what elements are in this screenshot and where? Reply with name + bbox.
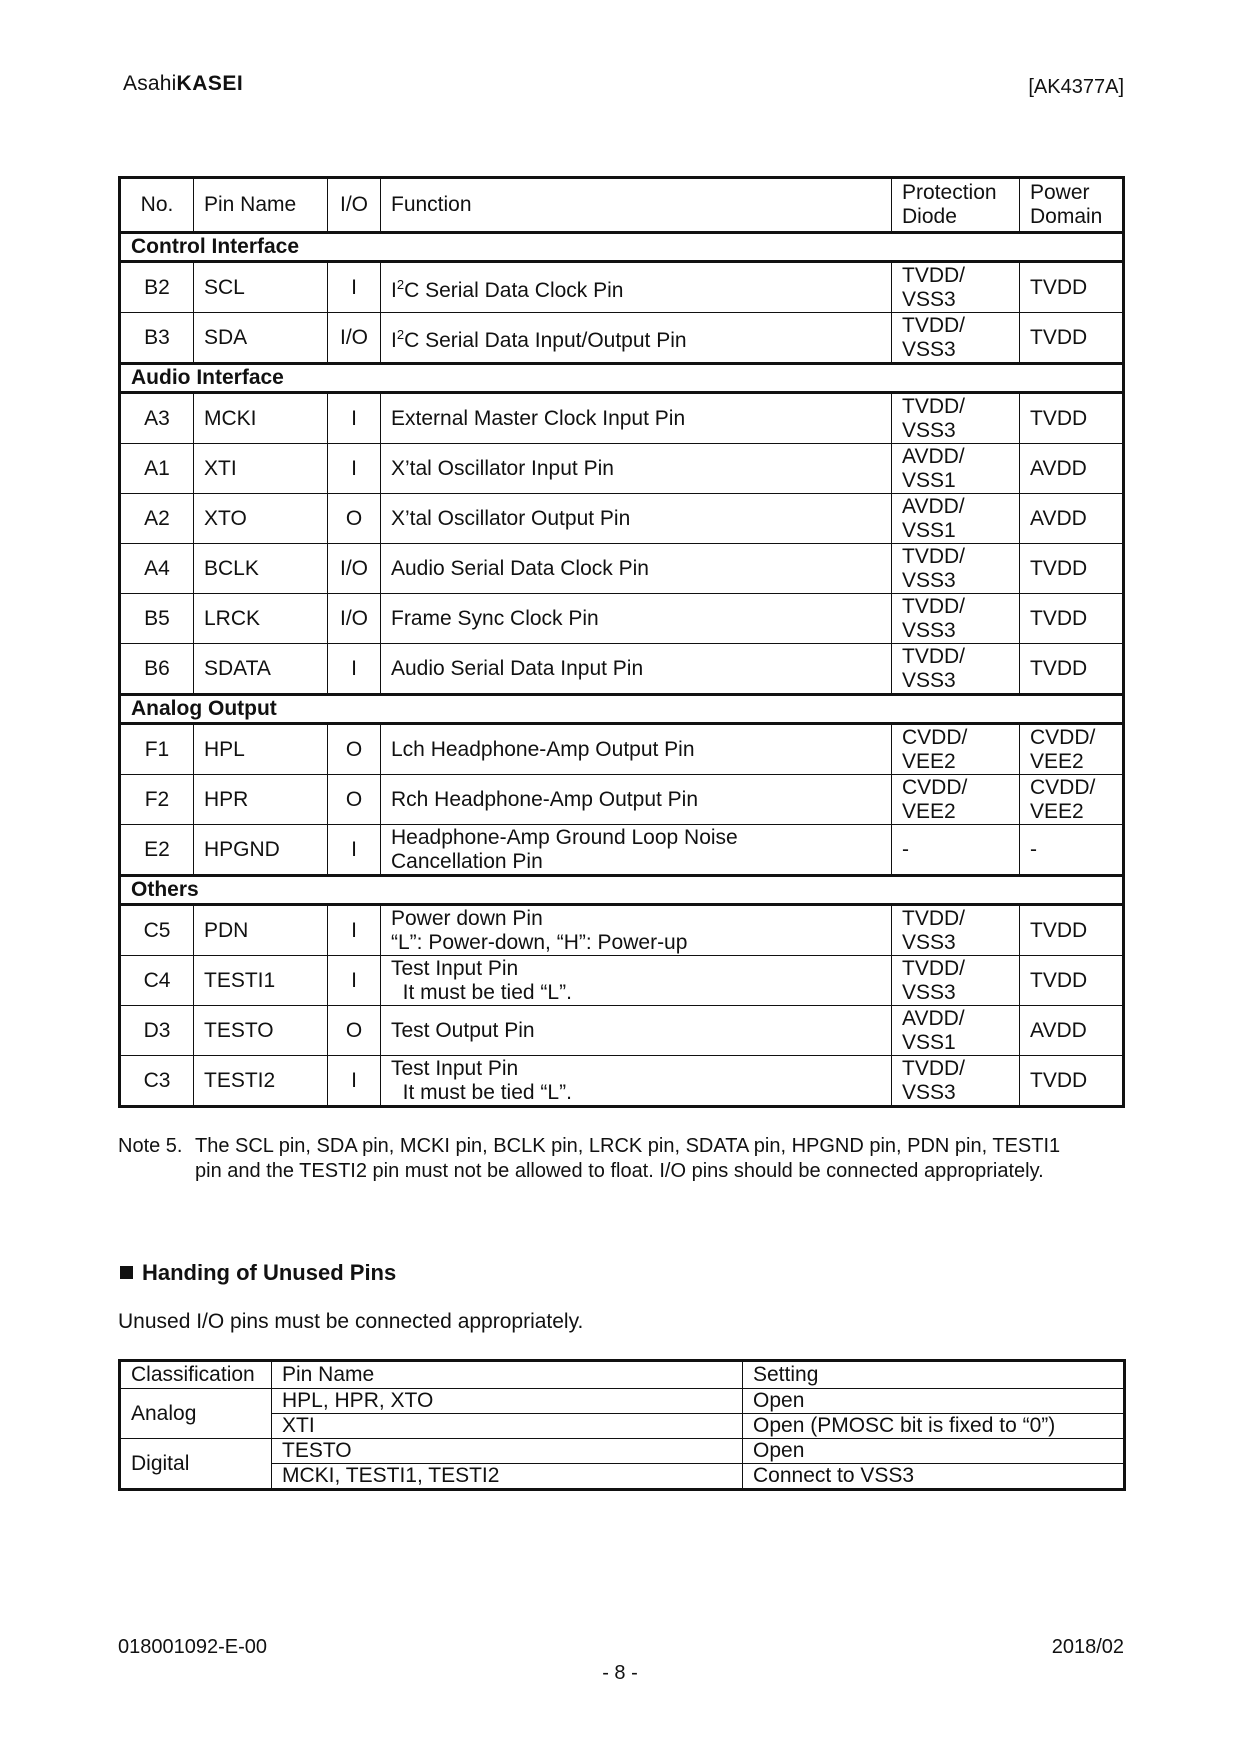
pin-name: HPL	[194, 724, 328, 775]
pin-io: I	[328, 262, 381, 313]
power-domain: AVDD	[1020, 1006, 1124, 1056]
pin-names-cell: HPL, HPR, XTO	[272, 1389, 743, 1414]
protection-diode: TVDD/ VSS3	[892, 262, 1020, 313]
pin-io: I	[328, 905, 381, 956]
pin-io: O	[328, 775, 381, 825]
function-text: Rch Headphone-Amp Output Pin	[391, 787, 699, 811]
pin-function	[381, 1056, 892, 1107]
note-5	[118, 1134, 1078, 1184]
protection-diode: AVDD/ VSS1	[892, 444, 1020, 494]
pin-name: SCL	[194, 262, 328, 313]
function-prefix: I	[391, 278, 397, 302]
table-row	[120, 262, 1124, 313]
pin-function	[381, 825, 892, 876]
pin-number: E2	[120, 825, 194, 876]
pin-number: F2	[120, 775, 194, 825]
unused-header-row	[120, 1361, 1125, 1389]
document-id: [AK4377A]	[1028, 76, 1124, 98]
protection-diode: AVDD/ VSS1	[892, 494, 1020, 544]
header-pin-name: Pin Name	[194, 178, 328, 233]
header-setting: Setting	[743, 1361, 1125, 1389]
pin-name: HPGND	[194, 825, 328, 876]
power-domain: TVDD	[1020, 644, 1124, 695]
setting-cell: Connect to VSS3	[743, 1464, 1125, 1490]
pin-number: A2	[120, 494, 194, 544]
pin-number: A4	[120, 544, 194, 594]
group-title: Audio Interface	[120, 364, 1124, 393]
pin-io: I	[328, 1056, 381, 1107]
protection-diode: TVDD/ VSS3	[892, 644, 1020, 695]
pin-function	[381, 775, 892, 825]
pin-name: TESTO	[194, 1006, 328, 1056]
power-domain: TVDD	[1020, 393, 1124, 444]
table-row	[120, 956, 1124, 1006]
group-row	[120, 695, 1124, 724]
pin-names-cell: TESTO	[272, 1439, 743, 1464]
note-text: The SCL pin, SDA pin, MCKI pin, BCLK pin, LRCK pin, SDATA pin, HPGND pin, PDN pin, TESTI1 pin and the TESTI2 pin must not be allowed to float. I/O pins should be connected appropriately.	[195, 1135, 1061, 1182]
bullet-square-icon	[120, 1266, 133, 1279]
pin-name: HPR	[194, 775, 328, 825]
pin-name: MCKI	[194, 393, 328, 444]
pin-name: SDATA	[194, 644, 328, 695]
function-text: Headphone-Amp Ground Loop Noise Cancellation Pin	[391, 825, 738, 873]
pin-name: TESTI2	[194, 1056, 328, 1107]
function-text: Audio Serial Data Input Pin	[391, 656, 644, 680]
classification-analog: Analog	[120, 1389, 272, 1439]
header-io: I/O	[328, 178, 381, 233]
pin-io: I	[328, 444, 381, 494]
protection-diode: TVDD/ VSS3	[892, 393, 1020, 444]
function-text: Test Input Pin It must be tied “L”.	[391, 1056, 572, 1104]
table-row	[120, 393, 1124, 444]
pin-function	[381, 393, 892, 444]
power-domain: TVDD	[1020, 905, 1124, 956]
unused-pins-table	[118, 1359, 1126, 1491]
section-title-text: Handing of Unused Pins	[142, 1260, 397, 1285]
table-row	[120, 594, 1124, 644]
function-text: Test Input Pin It must be tied “L”.	[391, 956, 572, 1004]
pin-function	[381, 724, 892, 775]
power-domain: TVDD	[1020, 956, 1124, 1006]
power-domain: TVDD	[1020, 594, 1124, 644]
pin-function	[381, 262, 892, 313]
pin-function	[381, 1006, 892, 1056]
pin-function-table	[118, 176, 1125, 1108]
function-text: Test Output Pin	[391, 1018, 535, 1042]
pin-number: F1	[120, 724, 194, 775]
protection-diode: CVDD/ VEE2	[892, 724, 1020, 775]
function-text: Frame Sync Clock Pin	[391, 606, 599, 630]
function-superscript: 2	[396, 276, 405, 292]
footer-doc-number: 018001092-E-00	[118, 1636, 268, 1658]
protection-diode: TVDD/ VSS3	[892, 594, 1020, 644]
pin-function	[381, 956, 892, 1006]
pin-names-cell: XTI	[272, 1414, 743, 1439]
pin-number: C5	[120, 905, 194, 956]
table-row	[120, 1006, 1124, 1056]
header-unused-pin-name: Pin Name	[272, 1361, 743, 1389]
group-row	[120, 364, 1124, 393]
header-classification: Classification	[120, 1361, 272, 1389]
function-text: Audio Serial Data Clock Pin	[391, 556, 649, 580]
table-row	[120, 825, 1124, 876]
pin-number: B3	[120, 313, 194, 364]
pin-io: O	[328, 1006, 381, 1056]
function-text: C Serial Data Clock Pin	[404, 278, 624, 302]
table-row	[120, 775, 1124, 825]
pin-name: XTI	[194, 444, 328, 494]
pin-number: B5	[120, 594, 194, 644]
pin-function	[381, 444, 892, 494]
power-domain: AVDD	[1020, 494, 1124, 544]
header-no: No.	[120, 178, 194, 233]
function-text: Power down Pin “L”: Power-down, “H”: Power-up	[391, 906, 688, 954]
table-row	[120, 1056, 1124, 1107]
group-row	[120, 876, 1124, 905]
pin-io: I/O	[328, 544, 381, 594]
function-text: Lch Headphone-Amp Output Pin	[391, 737, 695, 761]
protection-diode: TVDD/ VSS3	[892, 1056, 1020, 1107]
setting-cell: Open	[743, 1439, 1125, 1464]
table-row	[120, 644, 1124, 695]
pin-io: I/O	[328, 594, 381, 644]
pin-function	[381, 544, 892, 594]
function-text: X’tal Oscillator Output Pin	[391, 506, 631, 530]
function-text: External Master Clock Input Pin	[391, 406, 686, 430]
pin-number: B6	[120, 644, 194, 695]
power-domain: TVDD	[1020, 544, 1124, 594]
function-text: X’tal Oscillator Input Pin	[391, 456, 614, 480]
pin-number: A1	[120, 444, 194, 494]
pin-name: XTO	[194, 494, 328, 544]
pin-name: SDA	[194, 313, 328, 364]
group-row	[120, 233, 1124, 262]
function-text: C Serial Data Input/Output Pin	[404, 328, 687, 352]
pin-names-cell: MCKI, TESTI1, TESTI2	[272, 1464, 743, 1490]
logo-asahi: Asahi	[123, 72, 177, 95]
classification-digital: Digital	[120, 1439, 272, 1490]
pin-number: C4	[120, 956, 194, 1006]
table-header-row	[120, 178, 1124, 233]
pin-function	[381, 644, 892, 695]
pin-number: C3	[120, 1056, 194, 1107]
header-protection-diode: Protection Diode	[892, 178, 1020, 233]
protection-diode: AVDD/ VSS1	[892, 1006, 1020, 1056]
pin-name: PDN	[194, 905, 328, 956]
table-row	[120, 313, 1124, 364]
pin-io: O	[328, 494, 381, 544]
pin-function	[381, 905, 892, 956]
power-domain: CVDD/ VEE2	[1020, 724, 1124, 775]
power-domain: TVDD	[1020, 262, 1124, 313]
table-row	[120, 444, 1124, 494]
table-row	[120, 724, 1124, 775]
pin-number: B2	[120, 262, 194, 313]
protection-diode: TVDD/ VSS3	[892, 544, 1020, 594]
pin-function	[381, 494, 892, 544]
group-title: Analog Output	[120, 695, 1124, 724]
setting-cell: Open (PMOSC bit is fixed to “0”)	[743, 1414, 1125, 1439]
table-row	[120, 905, 1124, 956]
protection-diode: TVDD/ VSS3	[892, 956, 1020, 1006]
protection-diode: TVDD/ VSS3	[892, 313, 1020, 364]
pin-io: I	[328, 393, 381, 444]
table-row	[120, 494, 1124, 544]
group-title: Control Interface	[120, 233, 1124, 262]
table-row	[120, 1389, 1125, 1414]
protection-diode: CVDD/ VEE2	[892, 775, 1020, 825]
asahi-kasei-logo	[123, 72, 243, 96]
footer-date: 2018/02	[1051, 1636, 1124, 1658]
note-label: Note 5.	[118, 1135, 183, 1157]
page-number: - 8 -	[602, 1662, 638, 1684]
pin-function	[381, 313, 892, 364]
pin-name: LRCK	[194, 594, 328, 644]
section-heading	[120, 1260, 396, 1286]
function-prefix: I	[391, 328, 397, 352]
setting-cell: Open	[743, 1389, 1125, 1414]
pin-name: BCLK	[194, 544, 328, 594]
section-intro: Unused I/O pins must be connected appropriately.	[118, 1310, 584, 1333]
header-function: Function	[381, 178, 892, 233]
function-superscript: 2	[396, 326, 405, 342]
pin-function	[381, 594, 892, 644]
pin-io: I	[328, 956, 381, 1006]
power-domain: TVDD	[1020, 313, 1124, 364]
power-domain: CVDD/ VEE2	[1020, 775, 1124, 825]
pin-io: I	[328, 644, 381, 695]
pin-number: A3	[120, 393, 194, 444]
pin-io: I/O	[328, 313, 381, 364]
pin-name: TESTI1	[194, 956, 328, 1006]
power-domain: AVDD	[1020, 444, 1124, 494]
protection-diode: -	[892, 825, 1020, 876]
logo-kasei: KASEI	[176, 72, 244, 95]
protection-diode: TVDD/ VSS3	[892, 905, 1020, 956]
power-domain: TVDD	[1020, 1056, 1124, 1107]
pin-number: D3	[120, 1006, 194, 1056]
table-row	[120, 1439, 1125, 1464]
power-domain: -	[1020, 825, 1124, 876]
pin-io: O	[328, 724, 381, 775]
pin-io: I	[328, 825, 381, 876]
group-title: Others	[120, 876, 1124, 905]
header-power-domain: Power Domain	[1020, 178, 1124, 233]
table-row	[120, 544, 1124, 594]
